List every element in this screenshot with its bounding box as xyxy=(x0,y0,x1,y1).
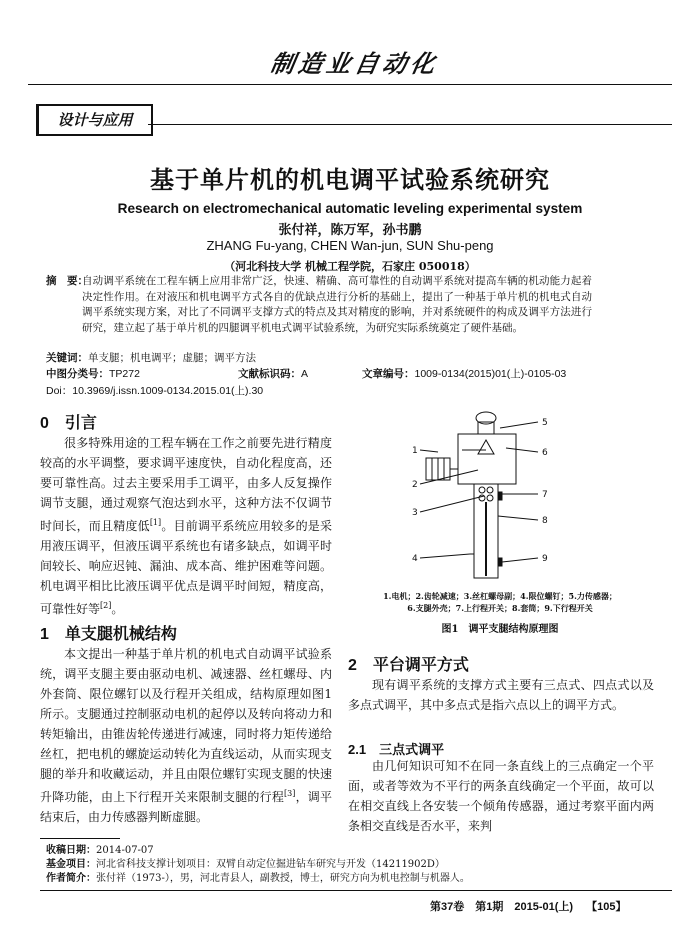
fund-text: 河北省科技支撑计划项目：双臂自动定位掘进钻车研究与开发（14211902D） xyxy=(96,859,445,870)
keywords-label: 关键词： xyxy=(46,352,88,364)
page-footer xyxy=(430,898,626,914)
received-label: 收稿日期： xyxy=(46,845,96,856)
keywords-text: 单支腿；机电调平；虚腿；调平方法 xyxy=(88,352,256,364)
header-rule xyxy=(28,84,672,85)
figure-caption: 图1 调平支腿结构原理图 xyxy=(441,624,559,635)
section1-text-body: 本文提出一种基于单片机的机电式自动调平试验系统，调平支腿主要由驱动电机、减速器、丝杠螺母、内外套筒、限位螺钉以及行程开关组成，结构原理如图1所示。支腿通过控制驱动电机的起停以及转向将动力和转矩输出，由锥齿轮传递进行减速，同时将力矩传递给丝杠，把电机的螺旋运动转化为直线运动，从而实现支腿的举升和收藏运动，并且由限位螺钉实现支腿的快速升降功能，由上下行程开关来限制支腿的行程 xyxy=(40,647,332,804)
intro-text-part2: 。目前调平系统应用较多的是采用液压调平，但液压调平系统也有诸多缺点，如调平时间较长、响应迟钝、漏油、成本高、维护困难等问题。机电调平相比比液压调平优点是调平时间短，精度高，可靠性好等 xyxy=(40,519,332,616)
footer-rule xyxy=(40,890,672,891)
ref-1: [1] xyxy=(149,518,162,527)
fund-label: 基金项目： xyxy=(46,859,96,870)
section1-heading: 1 单支腿机械结构 xyxy=(40,626,177,643)
paper-title: 基于单片机的机电调平试验系统研究 xyxy=(150,165,550,194)
author-text: 张付祥（1973-），男，河北青县人，副教授，博士，研究方向为机电控制与机器人。 xyxy=(96,873,470,884)
authors-en: ZHANG Fu-yang, CHEN Wan-jun, SUN Shu-peng xyxy=(206,238,494,253)
intro-text-part1: 很多特殊用途的工程车辆在工作之前要先进行精度较高的水平调整，要求调平速度快，自动化程度高，还要可靠性高。过去主要采用手工调平，由多人反复操作调节支腿，通过观察气泡达到水平，这种方法不仅调节时间长，而且精度低 xyxy=(40,436,332,533)
footnote-fund xyxy=(46,858,445,872)
doi: Doi：10.3969/j.issn.1009-0134.2015.01(上).30 xyxy=(46,385,264,397)
fig-label-4: 4 xyxy=(412,554,418,564)
article-no-value: 1009-0134(2015)01(上)-0105-03 xyxy=(414,368,567,380)
fig-label-6: 6 xyxy=(542,448,548,458)
footnote-rule xyxy=(40,838,120,839)
footnote-received xyxy=(46,844,154,858)
footnote-author xyxy=(46,872,470,886)
doc-code-value: A xyxy=(301,368,309,380)
intro-heading: 0 引言 xyxy=(40,415,97,432)
page-number: 【105】 xyxy=(586,901,627,913)
fig-label-7: 7 xyxy=(542,490,548,500)
received-date: 2014-07-07 xyxy=(96,845,154,856)
affiliation: （河北科技大学 机械工程学院，石家庄 050018） xyxy=(224,260,476,273)
fig-label-3: 3 xyxy=(412,508,418,518)
figure-legend xyxy=(350,590,650,614)
keywords xyxy=(46,350,256,365)
intro-text-end: 。 xyxy=(111,602,124,616)
section2-heading: 2 平台调平方式 xyxy=(348,657,469,674)
clc-value: TP272 xyxy=(109,368,140,380)
journal-name: 制造业自动化 xyxy=(268,49,442,78)
ref-3: [3] xyxy=(284,789,296,798)
abstract xyxy=(46,274,592,336)
figure-legend-line1: 1.电机；2.齿轮减速；3.丝杠螺母副；4.限位螺钉；5.力传感器； xyxy=(383,591,617,601)
section-rule xyxy=(148,124,672,125)
abstract-text: 自动调平系统在工程车辆上应用非常广泛，快速、精确、高可靠性的自动调平系统对提高车辆的机动能力起着决定性作用。在对液压和机电调平方式各自的优缺点进行分析的基础上，提出了一种基于单片机的机电式自动调平系统实现方案，对比了不同调平支撑方式的特点及其对精度的影响，并对系统硬件的构成及调平方法进行研究，建立起了基于单片机的四腿调平机电式调平试验系统，为研究实际系统奠定了硬件基础。 xyxy=(82,275,592,334)
classification-line xyxy=(46,366,656,381)
section1-text xyxy=(40,644,332,827)
fig-label-1: 1 xyxy=(412,446,418,456)
paper-title-en: Research on electromechanical automatic leveling experimental system xyxy=(117,201,583,216)
intro-text xyxy=(40,433,332,619)
authors: 张付祥，陈万军，孙书鹏 xyxy=(278,223,422,238)
ref-2: [2] xyxy=(100,601,112,610)
abstract-label: 摘 要： xyxy=(46,275,88,287)
section-tag: 设计与应用 xyxy=(36,104,153,136)
doc-code-label: 文献标识码： xyxy=(238,368,301,380)
article-no-label: 文章编号： xyxy=(362,368,415,380)
fig-label-9: 9 xyxy=(542,554,548,564)
issue-info: 第37卷 第1期 2015-01(上) xyxy=(430,901,574,913)
section2-1-text: 由几何知识可知不在同一条直线上的三点确定一个平面，或者等效为不平行的两条直线确定一个平面，故可以在相交直线上各安装一个倾角传感器，通过考察平面内两条相交直线是否水平，来判 xyxy=(348,759,654,833)
clc-label: 中图分类号： xyxy=(46,368,109,380)
figure-legend-line2: 6.支腿外壳；7.上行程开关；8.套筒；9.下行程开关 xyxy=(407,603,593,613)
fig-label-8: 8 xyxy=(542,516,548,526)
section2-1-heading: 2.1 三点式调平 xyxy=(348,742,445,757)
author-label: 作者简介： xyxy=(46,873,96,884)
leg-structure-figure xyxy=(386,408,586,584)
section1-text-end: ，调平结束后，由力传感器判断虚腿。 xyxy=(40,790,332,824)
section2-text: 现有调平系统的支撑方式主要有三点式、四点式以及多点式调平，其中多点式是指六点以上的调平方式。 xyxy=(348,678,654,712)
fig-label-2: 2 xyxy=(412,480,418,490)
fig-label-5: 5 xyxy=(542,418,548,428)
